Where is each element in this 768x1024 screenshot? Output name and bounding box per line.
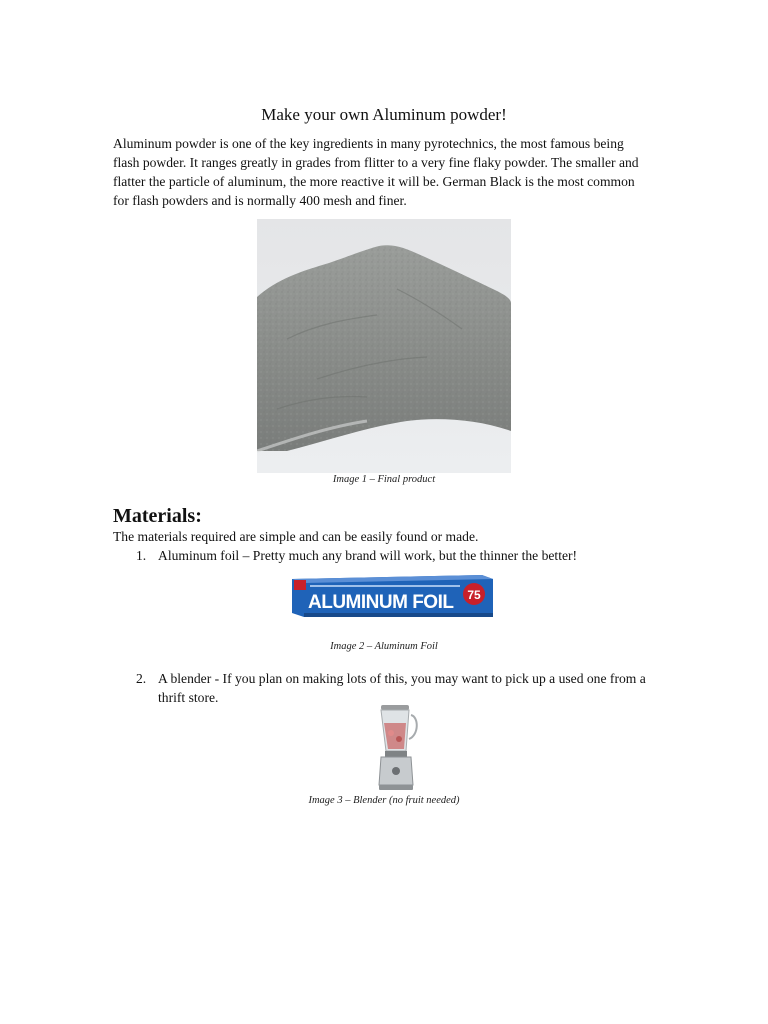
materials-heading: Materials: <box>113 505 202 527</box>
blender-icon <box>373 705 421 791</box>
aluminum-powder-pile-icon <box>257 219 511 473</box>
list-item-number: 1. <box>136 548 147 563</box>
aluminum-foil-box-icon <box>292 573 493 617</box>
materials-intro: The materials required are simple and can be easily found or made. <box>113 529 479 544</box>
list-item-text: Aluminum foil – Pretty much any brand will work, but the thinner the better! <box>158 548 578 563</box>
list-item-text: A blender - If you plan on making lots of this, you may want to pick up a used one from a thrift store. <box>158 671 646 705</box>
intro-paragraph: Aluminum powder is one of the key ingredients in many pyrotechnics, the most famous being flash powder. It ranges greatly in grades from flitter to a very fine flaky powder. The smaller and flatter the particle of aluminum, the more reactive it will be. German Black is the most common for flash powders and is normally 400 mesh and finer. <box>113 136 639 208</box>
page-title: Make your own Aluminum powder! <box>261 105 507 125</box>
figure-caption-3: Image 3 – Blender (no fruit needed) <box>308 795 460 806</box>
figure-caption-1: Image 1 – Final product <box>332 474 436 485</box>
foil-image <box>292 573 493 617</box>
powder-image <box>257 219 511 473</box>
list-item-number: 2. <box>136 671 147 686</box>
figure-caption-2: Image 2 – Aluminum Foil <box>330 641 438 652</box>
foil-box-label: ALUMINUM FOIL <box>308 592 454 613</box>
blender-image <box>373 705 421 791</box>
foil-box-badge: 75 <box>467 588 481 602</box>
